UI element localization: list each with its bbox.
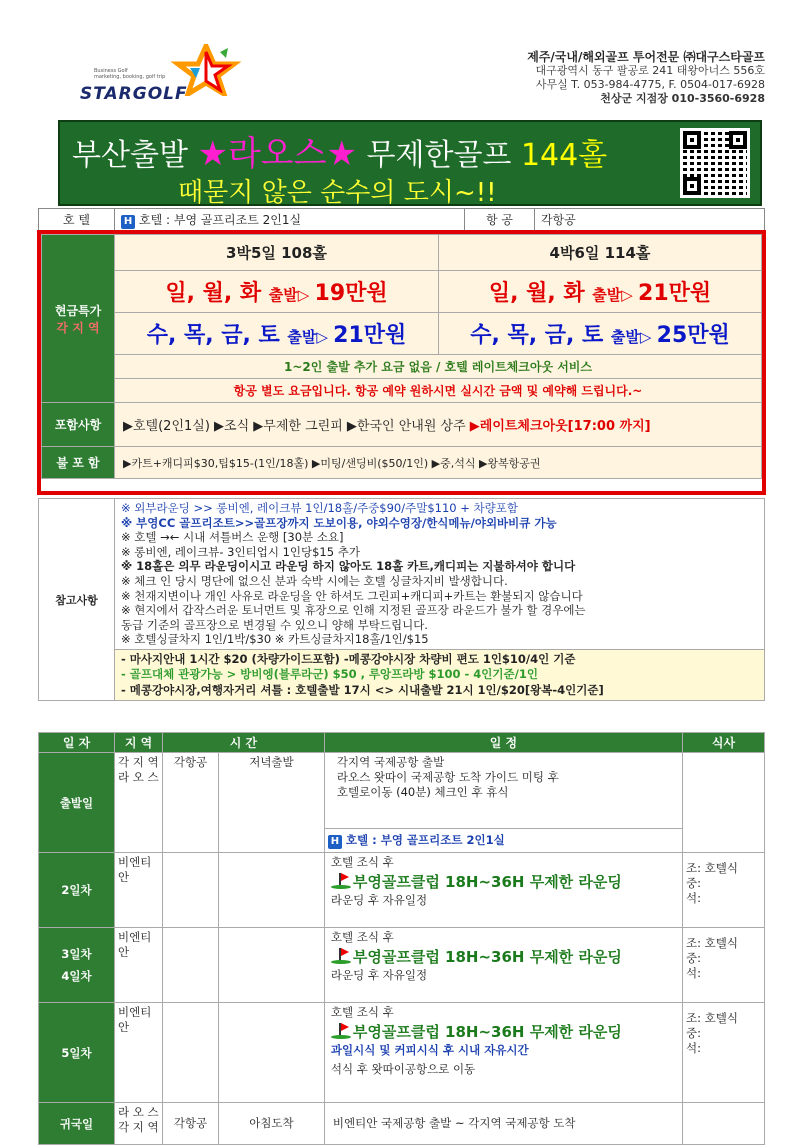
day-departure: 출발일 <box>39 753 115 853</box>
col-meal: 식사 <box>683 733 765 753</box>
company-info <box>527 50 765 106</box>
time-cell: 아침도착 <box>219 1103 325 1145</box>
manager-contact: 천상군 지점장 010-3560-6928 <box>600 92 765 105</box>
price-3n5d-weekday: 일, 월, 화 출발▷ 19만원 <box>115 271 439 313</box>
excluded-items: ▶카트+캐디피$30,팁$15-(1인/18홀) ▶미팅/샌딩비($50/1인) ▶중,석식 ▶왕복항공권 <box>115 447 762 479</box>
hotel-icon: H <box>121 215 135 229</box>
day-2: 2일차 <box>39 853 115 928</box>
option-tour: - 골프대체 관광가능 > 방비엥(블루라군) $50 , 루앙프라방 $100 - 4인기준/1인 <box>121 667 538 682</box>
reference-line: ※ 롱비엔, 레이크뷰- 3인티업시 1인당$15 추가 <box>121 544 360 559</box>
pricing-note-airfare: 항공 별도 요금입니다. 항공 예약 원하시면 실시간 금액 및 예약해 드립니다.~ <box>115 379 762 403</box>
included-items: ▶호텔(2인1실) ▶조식 ▶무제한 그린피 ▶한국인 안내원 상주 ▶레이트체크아웃[17:00 까지] <box>115 403 762 447</box>
package-3n5d-header: 3박5일 108홀 <box>115 235 439 271</box>
banner-slogan: 때묻지 않은 순수의 도시~!! <box>178 178 497 208</box>
logo-tagline: Business Golf marketing, booking, golf trip <box>94 68 166 80</box>
schedule-cell: 호텔 조식 후 부영골프클럽 18H~36H 무제한 라운딩 라운딩 후 자유일정 <box>324 853 682 928</box>
hotel-label: 호 텔 <box>39 209 115 231</box>
package-4n6d-header: 4박6일 114홀 <box>439 235 762 271</box>
company-name: 제주/국내/해외골프 투어전문 ㈜대구스타골프 <box>527 50 765 64</box>
day-3-4: 3일차 4일차 <box>39 928 115 1003</box>
golf-round: 부영골프클럽 18H~36H 무제한 라운딩 <box>331 948 679 965</box>
golf-round: 부영골프클럽 18H~36H 무제한 라운딩 <box>331 873 679 890</box>
meal-cell: 조: 호텔식 중: 석: <box>683 928 765 1003</box>
price-4n6d-weekend: 수, 목, 금, 토 출발▷ 25만원 <box>439 313 762 355</box>
region-cell: 비엔티안 <box>115 853 163 928</box>
hotel-air-table <box>38 208 765 231</box>
itinerary-table <box>38 732 765 1145</box>
air-label: 항 공 <box>465 209 535 231</box>
hotel-icon: H <box>328 835 342 849</box>
optional-tours <box>115 649 765 701</box>
hotel-value: H 호텔 : 부영 골프리조트 2인1실 <box>115 209 465 231</box>
reference-line: ※ 18홀은 의무 라운딩이시고 라운딩 하지 않아도 18홀 카트,캐디피는 지불하셔야 합니다 <box>121 559 576 574</box>
reference-table <box>38 498 765 701</box>
golf-flag-icon <box>331 1023 351 1039</box>
cash-special-label: 현금특가 각 지 역 <box>42 235 115 403</box>
meal-cell <box>683 1103 765 1145</box>
region-cell: 라 오 스 각 지 역 <box>115 1103 163 1145</box>
reference-line: ※ 현지에서 갑작스러운 토너먼트 및 휴장으로 인해 지정된 골프장 라운드가 불가 할 경우에는 <box>121 603 586 618</box>
reference-notes <box>115 499 765 650</box>
option-massage: - 마사지안내 1시간 $20 (차량가이드포함) -메콩강야시장 차량비 편도 1인$10/4인 기준 <box>121 651 576 666</box>
pricing-table <box>41 234 762 479</box>
golf-flag-icon <box>331 873 351 889</box>
hotel-info: H 호텔 : 부영 골프리조트 2인1실 <box>324 829 682 853</box>
page-header <box>0 0 793 112</box>
col-schedule: 일 정 <box>324 733 682 753</box>
schedule-cell: 비엔티안 국제공항 출발 ~ 각지역 국제공항 도착 <box>324 1103 682 1145</box>
pricing-note-service: 1~2인 출발 추가 요금 없음 / 호텔 레이트체크아웃 서비스 <box>115 355 762 379</box>
reference-line: 동급 기준의 골프장으로 변경될 수 있으니 양해 부탁드립니다. <box>121 617 428 632</box>
title-banner <box>58 120 762 206</box>
reference-line: ※ 외부라운딩 >> 롱비엔, 레이크뷰 1인/18홀/주중$90/주말$110 + 차량포함 <box>121 501 518 515</box>
region-cell: 비엔티안 <box>115 1003 163 1103</box>
airline-cell: 각항공 <box>163 753 219 853</box>
schedule-cell: 호텔 조식 후 부영골프클럽 18H~36H 무제한 라운딩 라운딩 후 자유일정 <box>324 928 682 1003</box>
day-5: 5일차 <box>39 1003 115 1103</box>
col-region: 지 역 <box>115 733 163 753</box>
company-address: 대구광역시 동구 팔공로 241 태왕아너스 556호 <box>535 64 765 77</box>
region-cell: 비엔티안 <box>115 928 163 1003</box>
meal-cell <box>683 753 765 853</box>
reference-line: ※ 호텔싱글차지 1인/1박/$30 ※ 카트싱글차지18홀/1인/$15 <box>121 632 429 647</box>
airline-cell: 각항공 <box>163 1103 219 1145</box>
col-date: 일 자 <box>39 733 115 753</box>
banner-title: 부산출발 ★라오스★ 무제한골프 144홀 <box>72 134 608 174</box>
schedule-cell: 호텔 조식 후 부영골프클럽 18H~36H 무제한 라운딩 과일시식 및 커피시식 후 시내 자유시간 석식 후 왓따이공항으로 이동 <box>324 1003 682 1103</box>
reference-label: 참고사항 <box>39 499 115 701</box>
time-cell: 저녁출발 <box>219 753 325 853</box>
price-4n6d-weekday: 일, 월, 화 출발▷ 21만원 <box>439 271 762 313</box>
day-return: 귀국일 <box>39 1103 115 1145</box>
logo-wordmark: STARGOLF <box>80 84 188 104</box>
region-cell: 각 지 역 라 오 스 <box>115 753 163 853</box>
option-shuttle: - 메콩강야시장,여행자거리 셔틀 : 호텔출발 17시 <> 시내출발 21시 1인/$20[왕복-4인기준] <box>121 682 604 697</box>
meal-cell: 조: 호텔식 중: 석: <box>683 853 765 928</box>
company-phone: 사무실 T. 053-984-4775, F. 0504-017-6928 <box>535 78 765 91</box>
air-value: 각항공 <box>535 209 765 231</box>
reference-line: ※ 호텔 →← 시내 셔틀버스 운행 [30분 소요] <box>121 530 344 545</box>
col-time: 시 간 <box>163 733 325 753</box>
schedule-cell: 각지역 국제공항 출발 라오스 왓따이 국제공항 도착 가이드 미팅 후 호텔로이동 (40분) 체크인 후 휴식 <box>324 753 682 829</box>
reference-line: ※ 천재지변이나 개인 사유로 라운딩을 안 하셔도 그린피+캐디피+카트는 환불되지 않습니다 <box>121 588 583 603</box>
reference-line: ※ 체크 인 당시 명단에 없으신 분과 숙박 시에는 호텔 싱글차지비 발생합니다. <box>121 573 508 588</box>
included-label: 포함사항 <box>42 403 115 447</box>
golf-flag-icon <box>331 948 351 964</box>
qr-code-icon[interactable] <box>680 128 750 198</box>
price-3n5d-weekend: 수, 목, 금, 토 출발▷ 21만원 <box>115 313 439 355</box>
golf-round: 부영골프클럽 18H~36H 무제한 라운딩 <box>331 1023 679 1040</box>
excluded-label: 불 포 함 <box>42 447 115 479</box>
meal-cell: 조: 호텔식 중: 석: <box>683 1003 765 1103</box>
reference-line: ※ 부영CC 골프리조트>>골프장까지 도보이용, 야외수영장/한식메뉴/야외바비큐 가능 <box>121 515 557 530</box>
